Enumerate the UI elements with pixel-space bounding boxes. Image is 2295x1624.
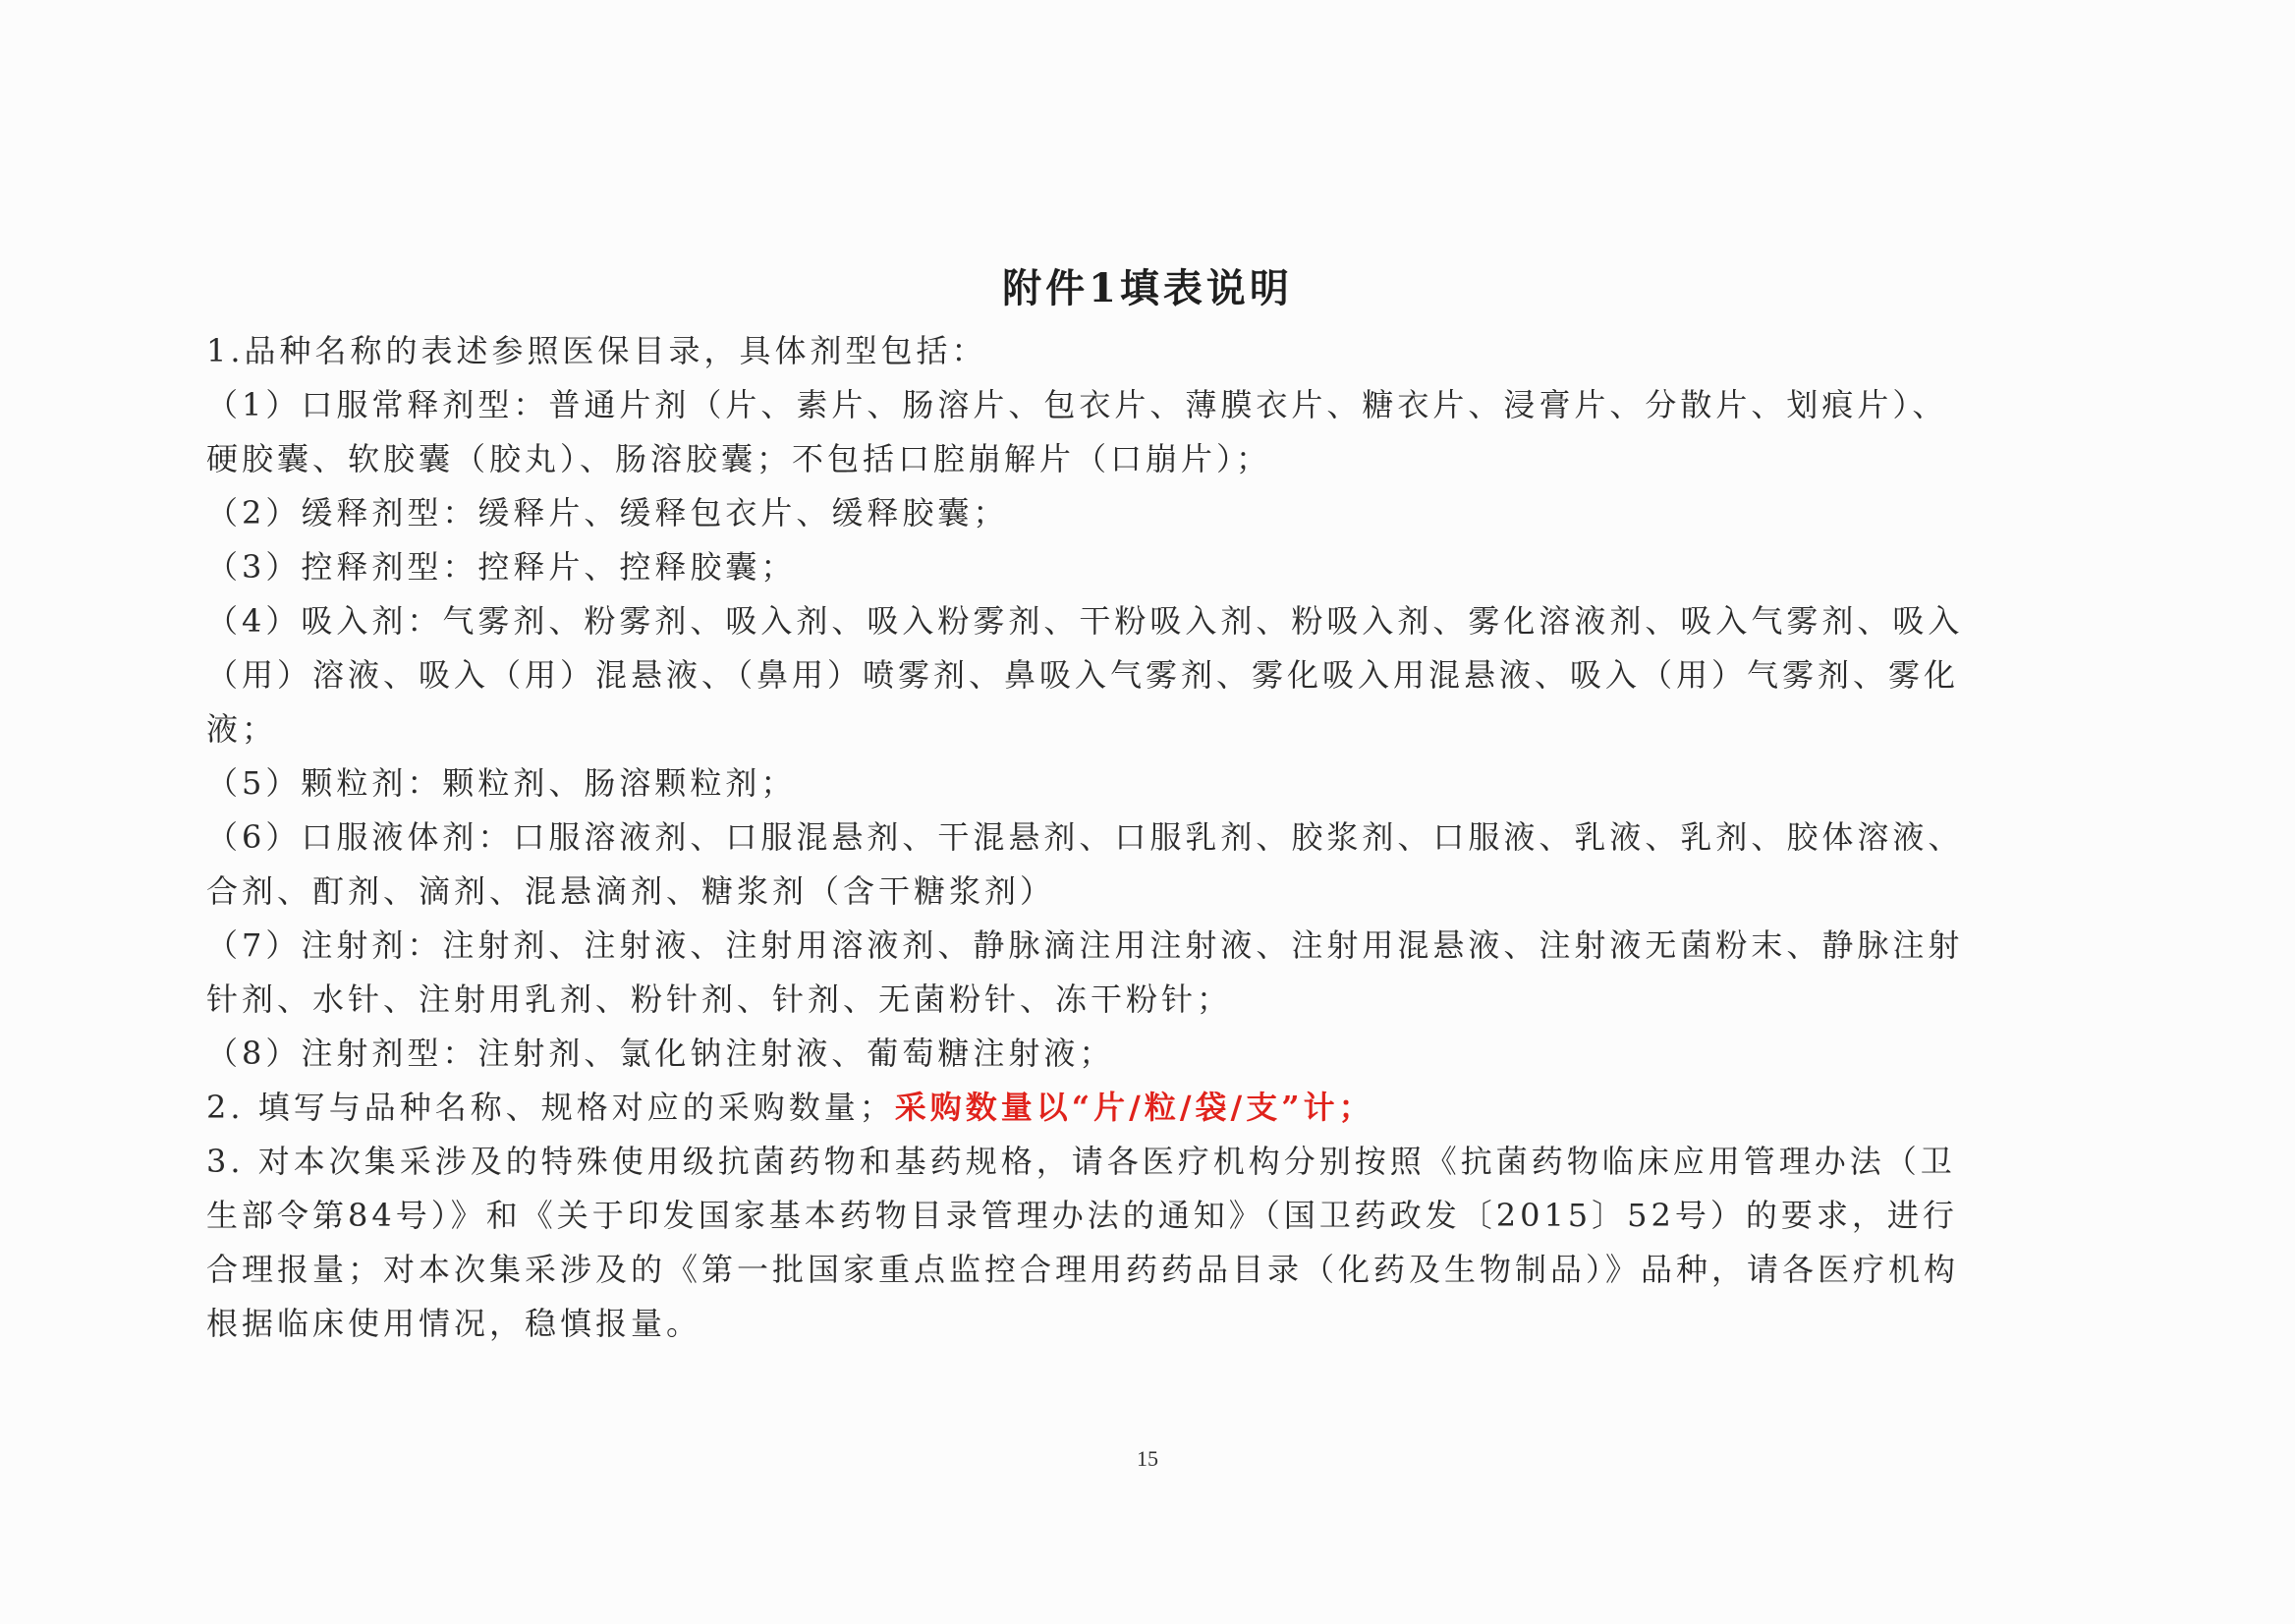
paragraph-line: 针剂、水针、注射用乳剂、粉针剂、针剂、无菌粉针、冻干粉针； — [206, 980, 1233, 1018]
paragraph-line: （1）口服常释剂型：普通片剂（片、素片、肠溶片、包衣片、薄膜衣片、糖衣片、浸膏片、分散片、划痕片）、 — [206, 386, 1948, 423]
paragraph-line: （6）口服液体剂：口服溶液剂、口服混悬剂、干混悬剂、口服乳剂、胶浆剂、口服液、乳液、乳剂、胶体溶液、 — [206, 818, 1964, 856]
paragraph-line: （7）注射剂：注射剂、注射液、注射用溶液剂、静脉滴注用注射液、注射用混悬液、注射液无菌粉末、静脉注射 — [206, 926, 1964, 964]
paragraph-line: （3）控释剂型：控释片、控释胶囊； — [206, 548, 797, 586]
paragraph-line: 硬胶囊、软胶囊（胶丸）、肠溶胶囊；不包括口腔崩解片（口崩片）； — [206, 440, 1272, 477]
document-title: 附件1填表说明 — [1002, 265, 1293, 311]
item-3-line: 3. 对本次集采涉及的特殊使用级抗菌药物和基药规格，请各医疗机构分别按照《抗菌药物临床应用管理办法（卫 — [206, 1143, 1956, 1180]
item-2-highlight: 采购数量以“片/粒/袋/支”计； — [894, 1089, 1374, 1126]
paragraph-line: （2）缓释剂型：缓释片、缓释包衣片、缓释胶囊； — [206, 494, 1009, 532]
paragraph-line: 合剂、酊剂、滴剂、混悬滴剂、糖浆剂（含干糖浆剂） — [206, 872, 1056, 910]
item-3-line: 生部令第84号）》和《关于印发国家基本药物目录管理办法的通知》（国卫药政发〔2015〕52号）的要求，进行 — [206, 1197, 1958, 1234]
paragraph-line: 1.品种名称的表述参照医保目录，具体剂型包括： — [206, 332, 987, 369]
item-3-line: 根据临床使用情况，稳慎报量。 — [206, 1305, 702, 1342]
document-body — [206, 324, 2112, 1351]
paragraph-line: （8）注射剂型：注射剂、氯化钠注射液、葡萄糖注射液； — [206, 1035, 1115, 1072]
paragraph-line: （5）颗粒剂：颗粒剂、肠溶颗粒剂； — [206, 764, 797, 802]
item-2-text: 2. 填写与品种名称、规格对应的采购数量； — [206, 1089, 895, 1126]
item-3-line: 合理报量；对本次集采涉及的《第一批国家重点监控合理用药药品目录（化药及生物制品）》品种，请各医疗机构 — [206, 1251, 1960, 1288]
paragraph-line: 液； — [206, 710, 278, 748]
paragraph-line: （用）溶液、吸入（用）混悬液、（鼻用）喷雾剂、鼻吸入气雾剂、雾化吸入用混悬液、吸入（用）气雾剂、雾化 — [206, 656, 1960, 694]
paragraph-line: （4）吸入剂：气雾剂、粉雾剂、吸入剂、吸入粉雾剂、干粉吸入剂、粉吸入剂、雾化溶液剂、吸入气雾剂、吸入 — [206, 602, 1964, 640]
page-number: 15 — [1137, 1446, 1158, 1471]
item-2-line — [206, 1081, 2112, 1135]
